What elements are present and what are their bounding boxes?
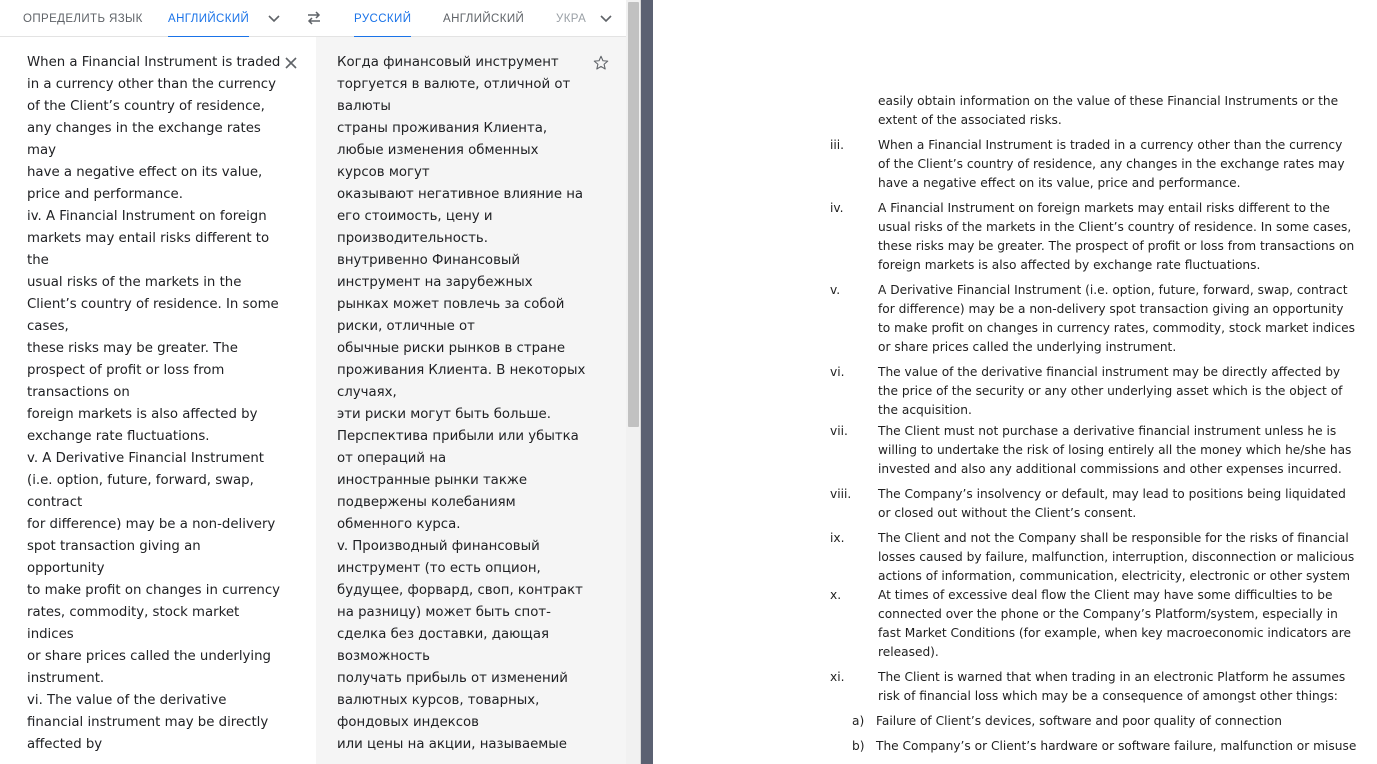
document-line: or closed out without the Client’s consent. — [878, 506, 1137, 520]
document-line: The Company’s insolvency or default, may lead to positions being liquidated — [878, 487, 1346, 501]
document-line: connected over the phone or the Company’s Platform/system, especially in — [878, 607, 1338, 621]
source-line: price and performance. — [27, 187, 183, 202]
source-line: any changes in the exchange rates — [27, 121, 261, 136]
item-number: iii. — [830, 138, 845, 152]
source-text-area[interactable] — [5, 37, 315, 764]
item-number: iv. — [830, 201, 844, 215]
document-page — [653, 0, 1377, 764]
translation-line: возможность — [337, 649, 430, 664]
item-number: vii. — [830, 424, 848, 438]
source-line: instrument. — [27, 671, 105, 686]
document-line: A Financial Instrument on foreign markets may entail risks different to the — [878, 201, 1330, 215]
source-line: markets may entail risks different to — [27, 231, 270, 246]
tab-target-russian[interactable]: РУССКИЙ — [354, 0, 411, 37]
document-line: or share prices called the underlying instrument. — [878, 340, 1177, 354]
source-line: Client’s country of residence. In some — [27, 297, 279, 312]
translator-window — [0, 0, 641, 764]
document-line: the price of the security or any other underlying asset which is the object of — [878, 384, 1343, 398]
source-line: transactions on — [27, 385, 130, 400]
translation-line: v. Производный финансовый — [337, 539, 540, 554]
source-line: these risks may be greater. The — [27, 341, 238, 356]
translation-line: валютных курсов, товарных, — [337, 693, 540, 708]
close-icon[interactable] — [283, 55, 299, 71]
source-line: cases, — [27, 319, 69, 334]
translation-line: курсов могут — [337, 165, 430, 180]
scrollbar-thumb[interactable] — [628, 2, 639, 427]
document-line: to make profit on changes in currency rates, commodity, stock market indices — [878, 321, 1355, 335]
translation-line: Когда финансовый инструмент — [337, 55, 559, 70]
document-line: At times of excessive deal flow the Client may have some difficulties to be — [878, 588, 1333, 602]
translation-line: страны проживания Клиента, — [337, 121, 548, 136]
document-line: of the Client’s country of residence, any changes in the exchange rates may — [878, 157, 1345, 171]
source-line: to make profit on changes in currency — [27, 583, 281, 598]
tab-target-ukrainian[interactable]: УКРА — [556, 13, 586, 25]
document-line: actions of information, communication, electricity, electronic or other system — [878, 569, 1351, 583]
document-line: usual risks of the markets in the Client’s country of residence. In some cases, — [878, 220, 1352, 234]
translation-line: фондовых индексов — [337, 715, 479, 730]
document-line: When a Financial Instrument is traded in a currency other than the currency — [878, 138, 1343, 152]
source-text[interactable] — [27, 52, 280, 756]
document-line: easily obtain information on the value of these Financial Instruments or the — [878, 94, 1339, 108]
translation-line: торгуется в валюте, отличной от — [337, 77, 571, 92]
document-line: The value of the derivative financial instrument may be directly affected by — [878, 365, 1341, 379]
swap-icon[interactable] — [305, 9, 323, 27]
document-line: have a negative effect on its value, price and performance. — [878, 176, 1241, 190]
translation-line: от операций на — [337, 451, 447, 466]
source-line: opportunity — [27, 561, 105, 576]
source-line: vi. The value of the derivative — [27, 693, 227, 708]
source-line: or share prices called the underlying — [27, 649, 271, 664]
item-number: x. — [830, 588, 842, 602]
source-line: of the Client’s country of residence, — [27, 99, 265, 114]
tab-source-english[interactable]: АНГЛИЙСКИЙ — [168, 0, 249, 37]
translation-line: любые изменения обменных — [337, 143, 539, 158]
window-divider — [641, 0, 653, 764]
document-line: The Client is warned that when trading in an electronic Platform he assumes — [878, 670, 1346, 684]
document-line: losses caused by failure, malfunction, interruption, disconnection or malicious — [878, 550, 1355, 564]
source-line: iv. A Financial Instrument on foreign — [27, 209, 267, 224]
source-line: affected by — [27, 737, 103, 752]
source-line: indices — [27, 627, 74, 642]
tab-target-english[interactable]: АНГЛИЙСКИЙ — [443, 13, 525, 25]
translation-line: внутривенно Финансовый — [337, 253, 521, 268]
document-line: fast Market Conditions (for example, when key macroeconomic indicators are — [878, 626, 1351, 640]
source-line: prospect of profit or loss from — [27, 363, 225, 378]
translation-line: случаях, — [337, 385, 397, 400]
source-line: (i.e. option, future, forward, swap, — [27, 473, 254, 488]
translation-line: подвержены колебаниям — [337, 495, 516, 510]
language-bar — [0, 0, 626, 37]
document-line: The Client must not purchase a derivative financial instrument unless he is — [878, 424, 1337, 438]
source-line: usual risks of the markets in the — [27, 275, 242, 290]
translation-line: его стоимость, цену и — [337, 209, 493, 224]
source-line: rates, commodity, stock market — [27, 605, 240, 620]
scrollbar[interactable] — [626, 0, 641, 764]
tab-detect-language[interactable]: ОПРЕДЕЛИТЬ ЯЗЫК — [23, 13, 143, 25]
translation-area — [316, 37, 626, 764]
translation-line: Перспектива прибыли или убытка — [337, 429, 579, 444]
source-line: contract — [27, 495, 83, 510]
document-line: A Derivative Financial Instrument (i.e. option, future, forward, swap, contract — [878, 283, 1348, 297]
source-line: When a Financial Instrument is traded — [27, 55, 281, 70]
translation-line: получать прибыль от изменений — [337, 671, 568, 686]
source-line: exchange rate fluctuations. — [27, 429, 210, 444]
sub-item-letter: a) — [852, 714, 865, 728]
source-line: in a currency other than the currency — [27, 77, 276, 92]
translation-line: проживания Клиента. В некоторых — [337, 363, 586, 378]
item-number: viii. — [830, 487, 852, 501]
item-number: xi. — [830, 670, 845, 684]
translation-line: риски, отличные от — [337, 319, 475, 334]
source-line: have a negative effect on its value, — [27, 165, 263, 180]
source-line: financial instrument may be directly — [27, 715, 269, 730]
star-icon[interactable] — [592, 54, 610, 72]
translation-line: или цены на акции, называемые — [337, 737, 567, 752]
translation-line: оказывают негативное влияние на — [337, 187, 584, 202]
source-line: for difference) may be a non-delivery — [27, 517, 276, 532]
translation-line: будущее, форвард, своп, контракт — [337, 583, 583, 598]
translation-line: инструмент на зарубежных — [337, 275, 533, 290]
translation-line: рынках может повлечь за собой — [337, 297, 565, 312]
translation-line: производительность. — [337, 231, 488, 246]
translation-line: обычные риски рынков в стране — [337, 341, 566, 356]
item-number: vi. — [830, 365, 845, 379]
document-line: for difference) may be a non-delivery spot transaction giving an opportunity — [878, 302, 1344, 316]
chevron-down-icon[interactable] — [598, 10, 614, 26]
translation-line: валюты — [337, 99, 391, 114]
sub-item-text: The Company’s or Client’s hardware or software failure, malfunction or misuse — [876, 739, 1357, 753]
source-line: the — [27, 253, 49, 268]
document-line: The Client and not the Company shall be responsible for the risks of financial — [878, 531, 1349, 545]
translation-line: инструмент (то есть опцион, — [337, 561, 541, 576]
translation-text — [337, 52, 585, 756]
document-line: risk of financial loss which may be a consequence of amongst other things: — [878, 689, 1338, 703]
source-line: may — [27, 143, 56, 158]
source-line: spot transaction giving an — [27, 539, 201, 554]
source-line: foreign markets is also affected by — [27, 407, 258, 422]
sub-item-text: Failure of Client’s devices, software and poor quality of connection — [876, 714, 1282, 728]
document-line: invested and also any additional commissions and other expenses incurred. — [878, 462, 1342, 476]
translation-line: сделка без доставки, дающая — [337, 627, 549, 642]
document-line: extent of the associated risks. — [878, 113, 1062, 127]
translation-line: эти риски могут быть больше. — [337, 407, 551, 422]
item-number: ix. — [830, 531, 845, 545]
document-line: the acquisition. — [878, 403, 972, 417]
document-line: willing to undertake the risk of losing entirely all the money which he/she has — [878, 443, 1352, 457]
translation-line: на разницу) может быть спот- — [337, 605, 551, 620]
document-line: released). — [878, 645, 939, 659]
item-number: v. — [830, 283, 841, 297]
translation-line: обменного курса. — [337, 517, 461, 532]
document-line: foreign markets is also affected by exchange rate fluctuations. — [878, 258, 1261, 272]
document-line: these risks may be greater. The prospect of profit or loss from transactions on — [878, 239, 1355, 253]
source-line: v. A Derivative Financial Instrument — [27, 451, 265, 466]
sub-item-letter: b) — [852, 739, 865, 753]
chevron-down-icon[interactable] — [266, 10, 282, 26]
translation-line: иностранные рынки также — [337, 473, 528, 488]
